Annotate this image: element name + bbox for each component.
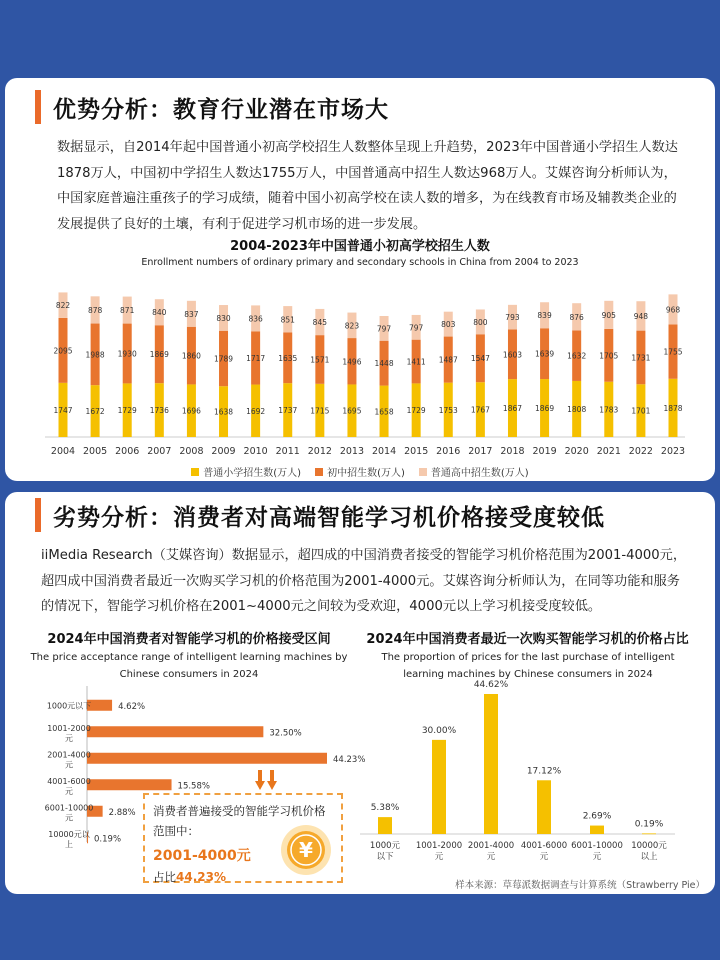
x-tick-2013: 2013 xyxy=(339,446,365,457)
value-label-high-2011: 851 xyxy=(280,315,295,325)
hbar-value-3: 15.58% xyxy=(177,781,210,792)
disadvantage-card xyxy=(5,492,715,894)
vbar-category-3: 4001-6000 元 xyxy=(520,841,568,862)
value-label-middle-2012: 1571 xyxy=(310,355,330,365)
hbar-category-4: 6001-10000 元 xyxy=(44,803,94,823)
vbar-5 xyxy=(642,833,656,834)
x-tick-2021: 2021 xyxy=(596,446,621,457)
vbar-value-5: 0.19% xyxy=(634,819,664,830)
value-label-primary-2008: 1696 xyxy=(181,406,201,416)
value-label-middle-2005: 1988 xyxy=(85,350,105,360)
enrollment-legend xyxy=(5,464,715,479)
callout-percent-prefix: 占比 xyxy=(153,870,176,884)
value-label-middle-2015: 1411 xyxy=(406,357,426,367)
value-label-primary-2022: 1701 xyxy=(631,406,651,416)
value-label-primary-2015: 1729 xyxy=(406,406,426,416)
vbar-category-1: 1001-2000 元 xyxy=(415,841,463,862)
value-label-primary-2019: 1869 xyxy=(535,404,555,414)
value-label-primary-2011: 1737 xyxy=(278,406,298,416)
vbar-category-2: 2001-4000 元 xyxy=(467,841,515,862)
source-note: 样本来源：草莓派数据调查与计算系统（Strawberry Pie） xyxy=(455,880,705,891)
vbar-value-2: 44.62% xyxy=(473,680,509,690)
x-tick-2020: 2020 xyxy=(564,446,589,457)
value-label-primary-2010: 1692 xyxy=(246,406,266,416)
value-label-middle-2008: 1860 xyxy=(181,351,201,361)
x-tick-2004: 2004 xyxy=(50,446,76,457)
value-label-middle-2017: 1547 xyxy=(470,354,490,364)
vbar-0 xyxy=(378,817,392,834)
value-label-middle-2016: 1487 xyxy=(438,355,458,365)
x-tick-2008: 2008 xyxy=(179,446,204,457)
coin-symbol: ¥ xyxy=(299,838,313,862)
legend-swatch-high xyxy=(419,468,427,476)
value-label-middle-2022: 1731 xyxy=(631,353,651,363)
vbar-4 xyxy=(590,826,604,834)
hbar-value-5: 0.19% xyxy=(94,834,122,845)
x-tick-2011: 2011 xyxy=(275,446,300,457)
x-tick-2015: 2015 xyxy=(404,446,429,457)
value-label-primary-2006: 1729 xyxy=(117,406,137,416)
value-label-high-2021: 905 xyxy=(601,310,616,320)
advantage-title-text: 优势分析：教育行业潜在市场大 xyxy=(53,96,389,123)
value-label-middle-2010: 1717 xyxy=(246,353,266,363)
value-label-middle-2011: 1635 xyxy=(278,353,298,363)
purchase-bar-chart xyxy=(355,670,710,880)
title-accent-bar xyxy=(35,498,41,532)
hbar-3 xyxy=(87,779,172,790)
value-label-high-2004: 822 xyxy=(55,301,71,311)
hbar-category-0: 1000元以下 xyxy=(46,701,92,711)
yuan-coin-icon xyxy=(279,823,333,877)
value-label-high-2014: 797 xyxy=(376,324,392,334)
value-label-middle-2019: 1639 xyxy=(535,349,555,359)
hbar-value-2: 44.23% xyxy=(333,754,366,765)
hbar-2 xyxy=(87,753,327,764)
vbar-value-1: 30.00% xyxy=(421,725,457,736)
enrollment-chart-subtitle: Enrollment numbers of ordinary primary and secondary schools in China from 2004 to 2023 xyxy=(141,257,579,268)
value-label-middle-2014: 1448 xyxy=(374,359,394,369)
x-tick-2009: 2009 xyxy=(211,446,236,457)
legend-item-middle xyxy=(315,464,405,479)
vbar-2 xyxy=(484,694,498,834)
x-tick-2006: 2006 xyxy=(115,446,140,457)
legend-label-primary: 普通小学招生数(万人) xyxy=(203,468,302,479)
value-label-primary-2009: 1638 xyxy=(213,407,234,417)
vbar-value-3: 17.12% xyxy=(526,766,562,777)
value-label-high-2018: 793 xyxy=(505,313,520,323)
value-label-high-2013: 823 xyxy=(344,321,360,331)
enrollment-stacked-bar-chart xyxy=(5,274,715,464)
vbar-1 xyxy=(432,740,446,834)
vbar-value-4: 2.69% xyxy=(582,811,612,822)
price-callout-box xyxy=(143,793,343,883)
value-label-middle-2013: 1496 xyxy=(342,357,362,367)
value-label-primary-2007: 1736 xyxy=(149,406,169,416)
value-label-middle-2020: 1632 xyxy=(567,351,587,361)
x-tick-2007: 2007 xyxy=(147,446,172,457)
value-label-high-2008: 837 xyxy=(184,309,199,319)
value-label-primary-2014: 1658 xyxy=(374,407,394,417)
value-label-primary-2016: 1753 xyxy=(438,405,458,415)
value-label-middle-2004: 2095 xyxy=(53,346,73,356)
vbar-category-0: 1000元以下 xyxy=(369,841,401,862)
value-label-primary-2023: 1878 xyxy=(663,403,683,413)
value-label-middle-2021: 1705 xyxy=(599,351,619,361)
value-label-primary-2005: 1672 xyxy=(85,407,105,417)
value-label-high-2023: 968 xyxy=(665,305,681,315)
callout-line2: 范围中： xyxy=(153,824,199,838)
x-tick-2023: 2023 xyxy=(660,446,686,457)
value-label-primary-2012: 1715 xyxy=(310,406,330,416)
purchase-chart-subtitle: The proportion of prices for the last purchase of intelligent learning machines by Chinese consumers in 2024 xyxy=(381,652,675,680)
purchase-chart-title: 2024年中国消费者最近一次购买智能学习机的价格占比 xyxy=(366,632,689,647)
value-label-high-2016: 803 xyxy=(441,320,456,330)
value-label-primary-2017: 1767 xyxy=(470,405,490,415)
hbar-value-4: 2.88% xyxy=(108,807,136,818)
vbar-value-0: 5.38% xyxy=(370,803,400,814)
hbar-category-1: 1001-2000 元 xyxy=(47,723,91,743)
x-tick-2017: 2017 xyxy=(468,446,493,457)
value-label-high-2006: 871 xyxy=(120,306,135,316)
vbar-category-4: 6001-10000 元 xyxy=(571,841,623,862)
value-label-high-2020: 876 xyxy=(569,312,584,322)
x-tick-2022: 2022 xyxy=(628,446,653,457)
value-label-high-2007: 840 xyxy=(152,308,167,318)
title-accent-bar xyxy=(35,90,41,124)
vbar-category-5: 10000元以上 xyxy=(631,841,667,862)
value-label-primary-2021: 1783 xyxy=(599,405,619,415)
acceptance-chart-title: 2024年中国消费者对智能学习机的价格接受区间 xyxy=(47,632,331,647)
legend-swatch-primary xyxy=(191,468,199,476)
x-tick-2010: 2010 xyxy=(243,446,268,457)
legend-item-high xyxy=(419,464,529,479)
disadvantage-title-text: 劣势分析：消费者对高端智能学习机价格接受度较低 xyxy=(53,504,605,531)
callout-line1: 消费者普遍接受的智能学习机价格 xyxy=(153,804,326,818)
x-tick-2016: 2016 xyxy=(436,446,461,457)
legend-label-high: 普通高中招生数(万人) xyxy=(430,468,529,479)
x-tick-2005: 2005 xyxy=(83,446,108,457)
value-label-middle-2007: 1869 xyxy=(149,350,169,360)
callout-percent-value: 44.23% xyxy=(176,870,226,884)
value-label-primary-2018: 1867 xyxy=(502,404,523,414)
advantage-card xyxy=(5,78,715,481)
value-label-middle-2006: 1930 xyxy=(117,349,137,359)
hbar-value-0: 4.62% xyxy=(118,701,146,712)
hbar-category-2: 2001-4000 元 xyxy=(47,750,91,770)
acceptance-chart-subtitle: The price acceptance range of intelligent learning machines by Chinese consumers in 2024 xyxy=(30,652,348,680)
advantage-paragraph: 数据显示，自2014年起中国普通小初高学校招生人数整体呈现上升趋势，2023年中国普通小学招生人数达1878万人，中国初中学招生人数达1755万人，中国普通高中招生人数达968万人。艾媒咨询分析师认为，中国家庭普遍注重孩子的学习成绩，随着中国小初高学校在读人数的增多，为在线教育市场及辅教类企业的发展提供了良好的土壤，有利于促进学习机市场的进一步发展。 xyxy=(57,140,678,232)
hbar-value-1: 32.50% xyxy=(269,728,302,739)
hbar-category-3: 4001-6000 元 xyxy=(47,776,91,796)
value-label-middle-2018: 1603 xyxy=(502,350,523,360)
hbar-1 xyxy=(87,726,263,737)
disadvantage-paragraph: iiMedia Research（艾媒咨询）数据显示，超四成的中国消费者接受的智能学习机价格范围为2001-4000元，超四成中国消费者最近一次购买学习机的价格范围为2001-4000元。艾媒咨询分析师认为，在同等功能和服务的情况下，智能学习机价格在2001~4000元之间较为受欢迎，4000元以上学习机接受度较低。 xyxy=(41,548,687,614)
value-label-primary-2004: 1747 xyxy=(53,405,73,415)
legend-item-primary xyxy=(191,464,301,479)
value-label-high-2017: 800 xyxy=(473,317,488,327)
value-label-primary-2013: 1695 xyxy=(342,406,362,416)
value-label-high-2010: 836 xyxy=(248,314,263,324)
x-tick-2018: 2018 xyxy=(500,446,525,457)
disadvantage-section-title xyxy=(5,498,605,532)
value-label-middle-2023: 1755 xyxy=(663,347,683,357)
x-tick-2012: 2012 xyxy=(307,446,332,457)
callout-range: 2001-4000元 xyxy=(153,848,251,864)
legend-swatch-middle xyxy=(315,468,323,476)
value-label-high-2005: 878 xyxy=(87,305,103,315)
value-label-high-2022: 948 xyxy=(633,311,649,321)
value-label-high-2019: 839 xyxy=(537,311,552,321)
value-label-high-2009: 830 xyxy=(216,313,231,323)
vbar-3 xyxy=(537,780,551,834)
value-label-primary-2020: 1808 xyxy=(567,404,587,414)
legend-label-middle: 初中招生数(万人) xyxy=(327,468,405,479)
x-tick-2019: 2019 xyxy=(532,446,557,457)
advantage-section-title xyxy=(5,90,389,124)
value-label-middle-2009: 1789 xyxy=(213,354,234,364)
value-label-high-2015: 797 xyxy=(408,323,424,333)
value-label-high-2012: 845 xyxy=(312,318,328,328)
x-tick-2014: 2014 xyxy=(371,446,397,457)
enrollment-chart-title: 2004-2023年中国普通小初高学校招生人数 xyxy=(230,239,490,254)
hbar-category-5: 10000元以上 xyxy=(48,829,90,849)
